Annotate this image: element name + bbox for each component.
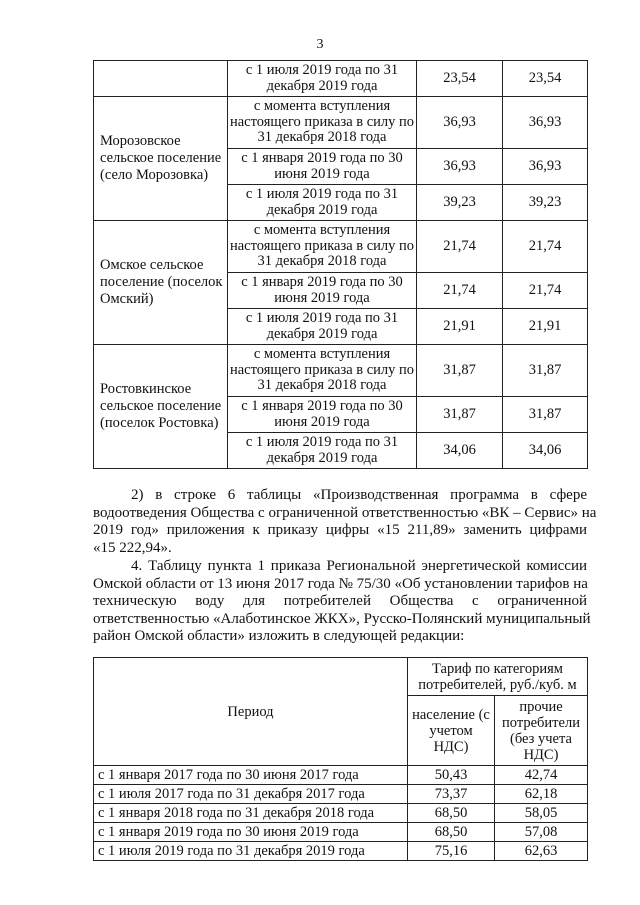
period-cell: с 1 января 2019 года по 30 июня 2019 года <box>94 823 408 842</box>
value-cell: 21,91 <box>417 309 503 345</box>
period-cell: с 1 января 2019 года по 30 июня 2019 года <box>228 149 417 185</box>
tariff-table-alabotinskoe <box>93 657 588 861</box>
tariff-table-continued <box>93 60 588 469</box>
period-cell: с 1 июля 2019 года по 31 декабря 2019 года <box>228 61 417 97</box>
value-cell: 31,87 <box>417 345 503 397</box>
value-cell: 23,54 <box>503 61 588 97</box>
value-cell: 21,74 <box>417 273 503 309</box>
table-row <box>94 345 588 397</box>
value-cell: 39,23 <box>503 185 588 221</box>
value-cell: 36,93 <box>417 97 503 149</box>
value-cell: 36,93 <box>503 149 588 185</box>
period-cell: с 1 января 2017 года по 30 июня 2017 года <box>94 766 408 785</box>
settlement-cell <box>94 61 228 97</box>
period-cell: с 1 июля 2019 года по 31 декабря 2019 года <box>228 309 417 345</box>
table-row <box>94 766 588 785</box>
paragraph-line: техническую воду для потребителей Общества с ограниченной <box>93 593 587 609</box>
value-cell: 21,74 <box>503 221 588 273</box>
table-row <box>94 97 588 149</box>
period-cell: с момента вступления настоящего приказа в силу по 31 декабря 2018 года <box>228 221 417 273</box>
paragraph-line: «15 222,94». <box>93 539 172 556</box>
value-cell: 23,54 <box>417 61 503 97</box>
header-other-consumers: прочие потребители (без учета НДС) <box>495 696 588 766</box>
page-number: 3 <box>316 37 324 52</box>
table-row <box>94 61 588 97</box>
period-cell: с 1 января 2019 года по 30 июня 2019 года <box>228 273 417 309</box>
table-row <box>94 823 588 842</box>
settlement-cell: Морозовское сельское поселение (село Морозовка) <box>94 97 228 221</box>
period-cell: с момента вступления настоящего приказа в силу по 31 декабря 2018 года <box>228 97 417 149</box>
value-cell: 31,87 <box>417 397 503 433</box>
table-row <box>94 842 588 861</box>
table-row <box>94 804 588 823</box>
value-cell: 58,05 <box>495 804 588 823</box>
table-row <box>94 221 588 273</box>
period-cell: с 1 июля 2017 года по 31 декабря 2017 года <box>94 785 408 804</box>
table-row <box>94 785 588 804</box>
value-cell: 21,91 <box>503 309 588 345</box>
value-cell: 21,74 <box>417 221 503 273</box>
value-cell: 21,74 <box>503 273 588 309</box>
value-cell: 68,50 <box>408 823 495 842</box>
value-cell: 68,50 <box>408 804 495 823</box>
period-cell: с 1 января 2019 года по 30 июня 2019 года <box>228 397 417 433</box>
paragraph-line: 2019 год» приложения к приказу цифры «15 211,89» заменить цифрами <box>93 522 587 538</box>
period-cell: с 1 января 2018 года по 31 декабря 2018 года <box>94 804 408 823</box>
value-cell: 50,43 <box>408 766 495 785</box>
period-cell: с 1 июля 2019 года по 31 декабря 2019 года <box>228 433 417 469</box>
value-cell: 57,08 <box>495 823 588 842</box>
header-population: население (с учетом НДС) <box>408 696 495 766</box>
paragraph-item-2 <box>93 487 597 557</box>
table-header-row <box>94 658 588 696</box>
value-cell: 62,63 <box>495 842 588 861</box>
value-cell: 36,93 <box>417 149 503 185</box>
value-cell: 36,93 <box>503 97 588 149</box>
header-tariff: Тариф по категориям потребителей, руб./куб. м <box>408 658 588 696</box>
value-cell: 75,16 <box>408 842 495 861</box>
settlement-cell: Омское сельское поселение (поселок Омский) <box>94 221 228 345</box>
value-cell: 34,06 <box>417 433 503 469</box>
value-cell: 39,23 <box>417 185 503 221</box>
period-cell: с 1 июля 2019 года по 31 декабря 2019 года <box>228 185 417 221</box>
settlement-cell: Ростовкинское сельское поселение (поселок Ростовка) <box>94 345 228 469</box>
value-cell: 34,06 <box>503 433 588 469</box>
paragraph-line: ответственностью «Алаботинское ЖКХ», Русско-Полянский муниципальный <box>93 610 591 627</box>
value-cell: 31,87 <box>503 345 588 397</box>
period-cell: с 1 июля 2019 года по 31 декабря 2019 года <box>94 842 408 861</box>
paragraph-line: Омской области от 13 июня 2017 года № 75/30 «Об установлении тарифов на <box>93 575 588 592</box>
paragraph-item-4 <box>93 558 591 646</box>
value-cell: 62,18 <box>495 785 588 804</box>
header-period: Период <box>94 658 408 766</box>
value-cell: 42,74 <box>495 766 588 785</box>
value-cell: 31,87 <box>503 397 588 433</box>
paragraph-line: 2) в строке 6 таблицы «Производственная программа в сфере <box>131 487 587 503</box>
paragraph-line: район Омской области» изложить в следующей редакции: <box>93 628 465 644</box>
period-cell: с момента вступления настоящего приказа в силу по 31 декабря 2018 года <box>228 345 417 397</box>
paragraph-line: 4. Таблицу пункта 1 приказа Региональной энергетической комиссии <box>131 558 587 574</box>
paragraph-line: водоотведения Общества с ограниченной ответственностью «ВК – Сервис» на <box>93 504 597 521</box>
value-cell: 73,37 <box>408 785 495 804</box>
